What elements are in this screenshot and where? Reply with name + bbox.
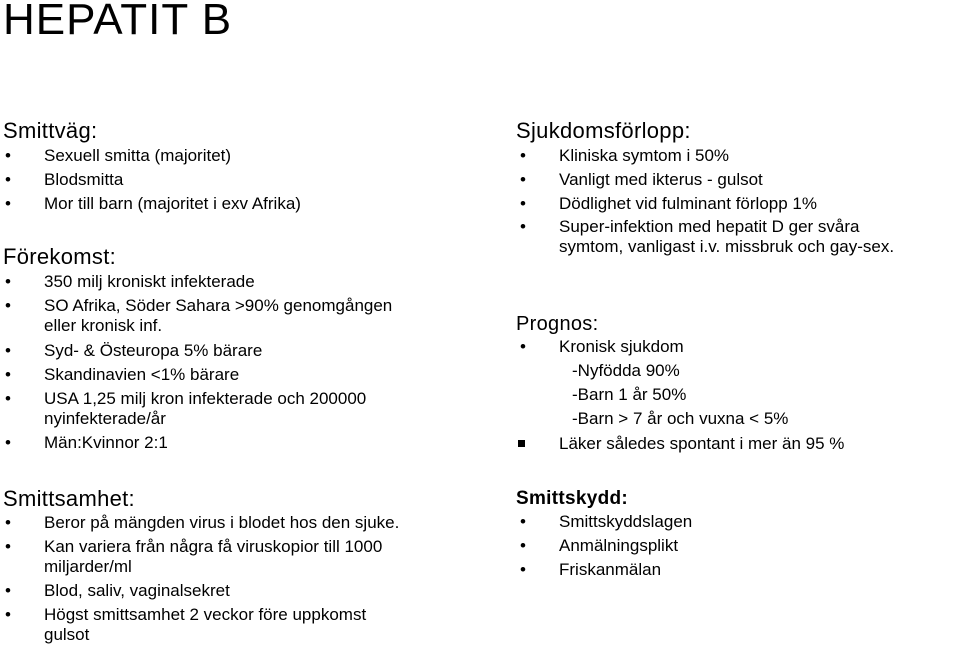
list-item: • Super-infektion med hepatit D ger svåra symtom, vanligast i.v. missbruk och gay-sex. xyxy=(559,217,894,257)
prognos-subline: -Nyfödda 90% xyxy=(572,361,680,380)
list-item: • Män:Kvinnor 2:1 xyxy=(44,433,168,453)
bullet-icon: • xyxy=(5,513,11,532)
bullet-icon: • xyxy=(520,217,526,236)
list-item: • Skandinavien <1% bärare xyxy=(44,365,239,385)
list-item: • Anmälningsplikt xyxy=(559,536,678,556)
list-item: • Högst smittsamhet 2 veckor före uppkomst gulsot xyxy=(44,605,366,645)
bullet-icon: • xyxy=(5,272,11,291)
bullet-icon: • xyxy=(5,537,11,556)
list-item: • Smittskyddslagen xyxy=(559,512,692,532)
prognos-heading: Prognos: xyxy=(516,313,599,335)
list-item: • Sexuell smitta (majoritet) xyxy=(44,146,231,166)
bullet-icon: • xyxy=(5,341,11,360)
list-item: • Blodsmitta xyxy=(44,170,123,190)
bullet-icon: • xyxy=(520,194,526,213)
list-item: • Kronisk sjukdom xyxy=(559,337,684,357)
list-item: • Kliniska symtom i 50% xyxy=(559,146,729,166)
sjukdomsforlopp-heading: Sjukdomsförlopp: xyxy=(516,118,691,143)
square-bullet-icon xyxy=(518,440,525,447)
list-item: • Beror på mängden virus i blodet hos den sjuke. xyxy=(44,513,399,533)
smittskydd-heading: Smittskydd: xyxy=(516,488,629,509)
bullet-icon: • xyxy=(5,170,11,189)
bullet-icon: • xyxy=(520,536,526,555)
bullet-icon: • xyxy=(520,560,526,579)
bullet-icon: • xyxy=(5,433,11,452)
smittsamhet-heading: Smittsamhet: xyxy=(3,486,135,511)
bullet-icon: • xyxy=(5,146,11,165)
list-item: • Syd- & Östeuropa 5% bärare xyxy=(44,341,262,361)
bullet-icon: • xyxy=(520,170,526,189)
prognos-subline: -Barn 1 år 50% xyxy=(572,385,687,404)
list-item: • Kan variera från några få viruskopior till 1000 miljarder/ml xyxy=(44,537,382,577)
forekomst-heading: Förekomst: xyxy=(3,244,117,269)
list-item: • 350 milj kroniskt infekterade xyxy=(44,272,255,292)
list-item: Läker således spontant i mer än 95 % xyxy=(559,434,844,454)
list-item: • Mor till barn (majoritet i exv Afrika) xyxy=(44,194,301,214)
bullet-icon: • xyxy=(5,296,11,315)
list-item: • Dödlighet vid fulminant förlopp 1% xyxy=(559,194,817,214)
list-item: • Blod, saliv, vaginalsekret xyxy=(44,581,230,601)
bullet-icon: • xyxy=(5,581,11,600)
bullet-icon: • xyxy=(5,389,11,408)
smittvag-heading: Smittväg: xyxy=(3,118,98,143)
list-item: • Vanligt med ikterus - gulsot xyxy=(559,170,763,190)
prognos-subline: -Barn > 7 år och vuxna < 5% xyxy=(572,409,789,428)
bullet-icon: • xyxy=(5,365,11,384)
bullet-icon: • xyxy=(520,512,526,531)
list-item: • USA 1,25 milj kron infekterade och 200000 nyinfekterade/år xyxy=(44,389,366,429)
bullet-icon: • xyxy=(520,337,526,356)
list-item: • Friskanmälan xyxy=(559,560,661,580)
bullet-icon: • xyxy=(520,146,526,165)
page-title: HEPATIT B xyxy=(3,0,233,44)
list-item: • SO Afrika, Söder Sahara >90% genomgången eller kronisk inf. xyxy=(44,296,392,336)
bullet-icon: • xyxy=(5,194,11,213)
bullet-icon: • xyxy=(5,605,11,624)
